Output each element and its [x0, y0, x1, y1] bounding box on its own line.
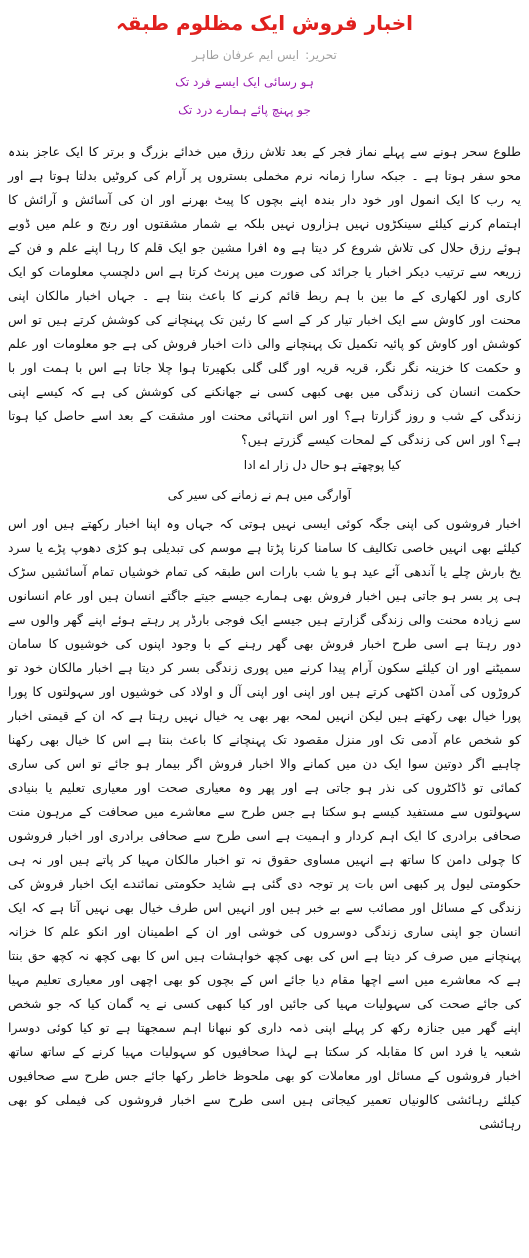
- article-title: اخبار فروش ایک مظلوم طبقہ: [115, 11, 414, 35]
- paragraph-body: اخبار فروشوں کی اپنی جگہ کوئی ایسی نہیں ہوتی کہ جہاں وہ اپنا اخبار رکھتے ہیں اور اس کیلئے بھی انہیں خاصی تکالیف کا سامنا کرنا پڑتا ہے موسم کی تبدیلی ہو کڑی دھوپ پڑے یا سرد یخ بارش چلے یا آندھی آئے عید ہو یا شب بارات اس طبقہ کی تمام خوشیاں تمام آسائشیں سڑک ہی پر بسر ہو جاتی ہیں اخبار فروش بھی ہمارے جیسے جیتے جاگتے انسان ہیں اور عام انسانوں سے زیادہ محنت والی زندگی گزارتے ہیں جیسے ایک فوجی بارڈر پر رہتے ہوئے اپنے گھر والوں سے دور رہتا ہے اسی طرح اخبار فروش بھی گھر رہنے کے با وجود اپنوں کی خوشیوں کا سامان سمیٹنے اور ان کیلئے سکون آرام پیدا کرنے میں پوری زندگی بسر کر دیتا ہے اخبار مالکان خود تو کروڑوں کی آمدن اکٹھی کرتے ہیں اور اپنی اور اپنی آل و اولاد کی خوشیوں اور سہولتوں کا پورا پورا خیال بھی رکھتے ہیں لیکن انہیں لمحہ بھر بھی یہ خیال نہیں رہتا ہے کہ ان کے قیمتی اخبار کو شخص عام آدمی تک اور منزل مقصود تک پہنچانے کا باعث بنتا ہے اس کا خیال بھی رکھنا چاہیے اگر دوتین سوا ایک دن میں کمانے والا اخبار فروش اگر بیمار ہو جائے تو اس کی ساری کمائی تو ڈاکٹروں کی نذر ہو جاتی ہے اور پھر وہ معیاری صحت اور معیاری تعلیم یا بنیادی سہولتوں سے مستفید کیسے ہو سکتا ہے جس طرح سے معاشرے میں صحافت کے مرہون منت صحافی برادری کا ایک اہم کردار و اہمیت ہے اسی طرح سے صحافی برادری اور اخبار فروشوں کا چولی دامن کا ساتھ ہے انہیں مساوی حقوق نہ تو اخبار مالکان مہیا کر پاتے ہیں اور نہ ہی حکومتی لیول پر کبھی اس بات پر توجہ دی گئی ہے شاید حکومتی نمائندے ایک اخبار فروش کی زندگی کے مسائل اور مصائب سے بے خبر ہیں اور انہیں اس طرف خیال بھی نہیں آتا ہے کہ ایک انسان جو اپنی ساری زندگی دوسروں کی خوشی اور ان کے اطمینان اور انکو علم کا خزانہ پہنچانے میں صرف کر دیتا ہے اس کی بھی کچھ خواہشات ہیں اس کا بھی کچھ نہ کچھ حق بنتا ہے کہ معاشرے میں اسے اچھا مقام دیا جائے اس کے بچوں کو بھی اچھی اور معیاری تعلیم مہیا کی جائے صحت کی سہولیات مہیا کی جائیں اور کیا کبھی کسی نے یہ گمان کیا کہ جو شخص اپنے گھر میں جنازہ رکھ کر پہلے اپنی ذمہ داری کو نبھانا اہم سمجھتا ہے تو کیا کوئی دوسرا شعبہ یا فرد اس کا مقابلہ کر سکتا ہے لہذا صحافیوں کو سہولیات مہیا کرنے کے ساتھ ساتھ اخبار فروشوں کے مسائل اور معاملات کو بھی ملحوظ خاطر رکھا جائے جس طرح سے صحافیوں کیلئے رہائشی کالونیاں تعمیر کیجاتی ہیں اسی طرح سے اخبار فروشوں کی فیملی کو بھی رہائشی: [8, 516, 521, 1131]
- paragraph-intro: طلوع سحر ہونے سے پہلے نماز فجر کے بعد تلاش رزق میں خدائے بزرگ و برتر کا ایک عاجز بندہ محو سفر ہوتا ہے ۔ جبکہ سارا زمانہ نرم مخملی بستروں پر آرام کی کروٹیں بدلتا ہوتا ہے اور یہ رب کا ایک انمول اور خود دار بندہ اپنے بچوں کا پیٹ بھرنے اور ان کی آسائش و آرائش کا اہتمام کرنے کیلئے سینکڑوں نہیں ہزاروں نہیں بلکہ بے شمار مشقتوں اور رنج و علم میں ڈوبے ہوئے رزق حلال کی تلاش شروع کر دیتا ہے وہ افرا مشین جو ایک قلم کا رہا اپنے علم و فن کے زریعہ سے ترتیب دیکر اخبار یا جرائد کی صورت میں پرنٹ کرتا ہے اس دلچسپ معلومات کو ایک کاری اور لکھاری کے ما بین با ہم ربط قائم کرنے کا باعث بنتا ہے ۔ جہاں اخبار مالکان اپنی محنت اور کاوش سے ایک اخبار تیار کر کے اسے کا رئین تک پہنچانے کی کوشش کرتے ہیں تو اس کوشش اور کاوش کو پائیہ تکمیل تک پہنچانے والی ذات اخبار فروش کی ہے جو معلومات اور علم و حکمت کا خزینہ نگر نگر، قریہ قریہ اور گلی گلی بکھیرتا ہوا چلا جاتا ہے اس با ہمت اور با حکمت انسان کی زندگی میں بھی کبھی کسی نے جھانکنے کی کوشش کی ہے کہ کیسے اپنی زندگی کے شب و روز گزارتا ہے؟ اور اس انتہائی محنت اور مشقت کے بعد اسے حاصل کیا ہوتا ہے؟ اور اس کی زندگی کے لمحات کیسے گزرتے ہیں؟: [8, 144, 521, 447]
- verse-line-2: جو پہنچ پائے ہمارے درد تک: [178, 103, 311, 117]
- byline: [8, 44, 521, 66]
- verse-line-1: ہو رسائی ایک ایسے فرد تک: [175, 75, 314, 89]
- author-name: ایس ایم عرفان طاہر: [192, 48, 300, 62]
- couplet-line-1: کیا پوچھتے ہو حال دل زار اے ادا: [243, 458, 401, 472]
- couplet-line-2: آوارگی میں ہم نے زمانے کی سیر کی: [167, 488, 351, 502]
- byline-label: تحریر:: [305, 48, 337, 62]
